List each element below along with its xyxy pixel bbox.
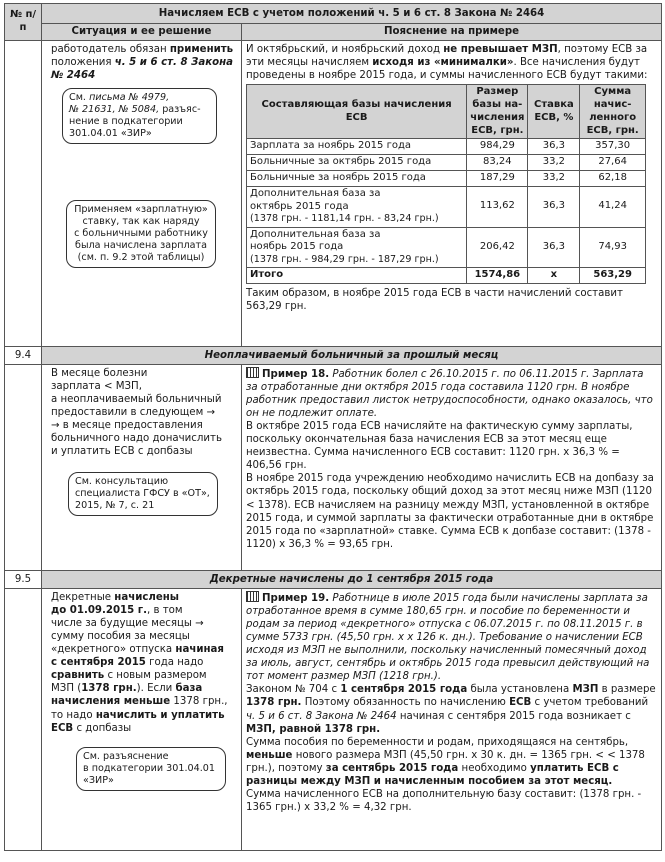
- cell-base: 206,42: [467, 227, 528, 268]
- sit-line: предоставили в следующем →: [51, 407, 216, 419]
- sit-text: ). Если: [136, 683, 173, 695]
- cell-rate: 33,2: [528, 155, 580, 171]
- sit-text: 1378 грн.,: [173, 696, 228, 708]
- example-p3: В ноябре 2015 года учреждению необходимо начислить ЕСВ на допбазу за октябрь 2015 года, поскольку общий доход за этот месяц ниже МЗП (1120 < 1378). ЕСВ начисляем на разницу между МЗП, установленной в октябре 2015 года, и суммой зарплаты за фактически отработанные дни в октябре 2015 года по «зарплатной» ставке. Сумма ЕСВ к допбазе составит: (1378 - 1120) х 36,3 % = 93,65 грн.: [246, 473, 654, 550]
- callout-text: была начислена зарплата: [75, 240, 207, 252]
- ex-text: Сумма пособия по беременности и родам, приходящаяся на сентябрь,: [246, 736, 629, 748]
- row1-conclusion: Таким образом, в ноябре 2015 года ЕСВ в части начислений составит 563,29 грн.: [246, 288, 623, 313]
- row2-num: 9.4: [5, 347, 42, 365]
- sit-line: а неоплачиваемый больничный: [51, 394, 222, 406]
- sit-line: зарплата < МЗП,: [51, 381, 142, 393]
- cell-label: Больничные за ноябрь 2015 года: [247, 170, 467, 186]
- document-page: [0, 3, 665, 862]
- callout-text: 301.04.01 «ЗИР»: [69, 128, 152, 140]
- row3-num-cont: [5, 589, 42, 851]
- row3-title: Декретные начислены до 1 сентября 2015 года: [42, 571, 662, 589]
- row2-explanation: [242, 365, 662, 571]
- callout-text: № 21631, № 5084,: [69, 104, 160, 116]
- intro-text: , поэтому ЕСВ за эти месяцы начисляем: [246, 44, 648, 69]
- row3-situation: [42, 589, 242, 851]
- callout-text: специалиста ГФСУ в «ОТ»,: [75, 488, 210, 500]
- cell-label: Больничные за октябрь 2015 года: [247, 155, 467, 171]
- ex-bold: МЗП, равной 1378 грн.: [246, 723, 381, 735]
- sit-text: , в том: [146, 605, 183, 617]
- row1-sit-text: работодатель обязан: [51, 44, 167, 55]
- th-sum: Сумма начис-ленного ЕСВ, грн.: [580, 85, 646, 139]
- ex-text: была установлена: [470, 684, 570, 696]
- ex-bold: уплатить ЕСВ с разницы между МЗП и начисленным пособием за этот месяц.: [246, 762, 619, 787]
- sit-bold: 1378 грн.: [81, 683, 137, 695]
- ex-bold: ЕСВ: [509, 697, 532, 709]
- pencil-icon: [246, 591, 259, 602]
- pencil-icon: [246, 367, 259, 378]
- row1-situation: [42, 41, 242, 347]
- ex-bold: 1 сентября 2015 года: [340, 684, 468, 696]
- callout-text: См.: [69, 92, 86, 104]
- col-explanation-header: Пояснение на примере: [242, 24, 662, 41]
- cell-sum: 62,18: [580, 170, 646, 186]
- callout-text: «ЗИР»: [83, 774, 114, 786]
- callout-consult: [68, 472, 218, 516]
- cell-label: Зарплата за ноябрь 2015 года: [247, 139, 467, 155]
- callout-letters: [62, 88, 217, 144]
- ex-text: Сумма начисленного ЕСВ на дополнительную базу составит: (1378 грн. - 1365 грн.) х 33,2 % = 4,32 грн.: [246, 788, 642, 813]
- callout-explanation: [76, 747, 226, 791]
- sit-bold: начиная: [175, 644, 224, 656]
- callout-rate: [66, 200, 216, 268]
- cell-calc: (1378 грн. - 984,29 грн. - 187,29 грн.): [250, 254, 439, 266]
- sit-bold: до 01.09.2015 г.: [51, 605, 147, 617]
- sit-text: с допбазы: [76, 722, 132, 734]
- ex-text: с учетом требований: [534, 697, 649, 709]
- sit-text: «декретного» отпуска: [51, 644, 173, 656]
- ex-text: необходимо: [461, 762, 527, 774]
- cell-rate: 33,2: [528, 170, 580, 186]
- col-situation-header: Ситуация и ее решение: [42, 24, 242, 41]
- sit-line: В месяце болезни: [51, 368, 148, 380]
- ex-text: нового размера МЗП (45,50 грн. х 30 к. дн. = 1365 грн. < < 1378 грн.), поэтому: [246, 749, 645, 774]
- th-rate: Ставка ЕСВ, %: [528, 85, 580, 139]
- total-label: Итого: [247, 268, 467, 284]
- sit-bold: начисления меньше: [51, 696, 171, 708]
- cell-sum: 27,64: [580, 155, 646, 171]
- cell-calc: (1378 грн. - 1181,14 грн. - 83,24 грн.): [250, 213, 439, 225]
- ex-bold: МЗП: [572, 684, 599, 696]
- table-row: [247, 227, 646, 268]
- sit-line: больничного надо доначислить: [51, 433, 222, 445]
- ex-text: начиная с сентября 2015 года возникает с: [399, 710, 631, 722]
- ex-bold: 1378 грн.: [246, 697, 302, 709]
- sit-bold: начислить и уплатить: [95, 709, 225, 721]
- row2-title: Неоплачиваемый больничный за прошлый месяц: [42, 347, 662, 365]
- example-title: Пример 19.: [262, 593, 330, 605]
- main-table: [4, 3, 662, 851]
- cell-rate: 36,3: [528, 186, 580, 227]
- main-title: Начисляем ЕСВ с учетом положений ч. 5 и 6 ст. 8 Закона № 2464: [42, 4, 662, 24]
- sit-text: с новым размером: [107, 670, 207, 682]
- table-row: [247, 155, 646, 171]
- intro-text: И октябрьский, и ноябрьский доход: [246, 44, 440, 55]
- total-base: 1574,86: [467, 268, 528, 284]
- table-row: [247, 186, 646, 227]
- ex-text: Поэтому обязанность по начислению: [304, 697, 506, 709]
- sit-text: числе за будущие месяцы →: [51, 618, 204, 630]
- row1-explanation: [242, 41, 662, 347]
- row1-num: [5, 41, 42, 347]
- ex-text: Законом № 704 с: [246, 684, 338, 696]
- sit-text: года надо: [149, 657, 204, 669]
- row1-sit-text2: положения: [51, 57, 112, 69]
- ex-bold: меньше: [246, 749, 293, 761]
- cell-rate: 36,3: [528, 227, 580, 268]
- callout-text: нение в подкатегории: [69, 116, 183, 128]
- sit-line: и уплатить ЕСВ с допбазы: [51, 446, 193, 458]
- cell-label-text: Дополнительная база за октябрь 2015 года: [250, 187, 381, 212]
- ex-bold: за сентябрь 2015 года: [325, 762, 459, 774]
- callout-text: См. консультацию: [75, 476, 169, 488]
- cell-label: [247, 186, 467, 227]
- th-component: Составляющая базы начисления ЕСВ: [247, 85, 467, 139]
- cell-rate: 36,3: [528, 139, 580, 155]
- cell-base: 187,29: [467, 170, 528, 186]
- sit-bold: начислены: [114, 592, 179, 604]
- ex-text: в размере: [601, 684, 656, 696]
- callout-text: См. разъяснение: [83, 750, 169, 762]
- cell-label: [247, 227, 467, 268]
- callout-text: в подкатегории 301.04.01: [83, 762, 215, 774]
- cell-sum: 74,93: [580, 227, 646, 268]
- table-total-row: [247, 268, 646, 284]
- example-p2: В октябре 2015 года ЕСВ начисляйте на фактическую сумму зарплаты, поскольку окончательная база начисления ЕСВ за этот месяц еще неизвестна. Сумма начисленного ЕСВ составит: 1120 грн. х 36,3 % = 406,56 грн.: [246, 421, 633, 472]
- total-sum: 563,29: [580, 268, 646, 284]
- intro-bold: исходя из «минималки»: [372, 57, 514, 69]
- row3-num: 9.5: [5, 571, 42, 589]
- sit-line: → в месяце предоставления: [51, 420, 203, 432]
- callout-text: ставку, так как наряду: [82, 216, 200, 228]
- esv-table: [246, 84, 646, 284]
- sit-text: Декретные: [51, 592, 112, 604]
- row2-situation: [42, 365, 242, 571]
- example-title: Пример 18.: [262, 369, 330, 381]
- table-row: [247, 139, 646, 155]
- callout-text: с больничными работнику: [74, 228, 208, 240]
- th-base: Размер базы на-числения ЕСВ, грн.: [467, 85, 528, 139]
- callout-text: Применяем «зарплатную»: [74, 204, 208, 216]
- sit-bold: ЕСВ: [51, 722, 74, 734]
- sit-text: МЗП (: [51, 683, 82, 695]
- sit-bold: база: [175, 683, 203, 695]
- example-condition: Работник болел с 26.10.2015 г. по 06.11.2015 г. Зарплата за отработанные дни октября 2015 года составила 1120 грн. В ноябре работник предоставил листок нетрудоспособности, однако оказалось, что он не подлежит оплате.: [246, 369, 653, 420]
- sit-text: сумму пособия за месяцы: [51, 631, 190, 643]
- sit-bold: сравнить: [51, 670, 105, 682]
- cell-label-text: Дополнительная база за ноябрь 2015 года: [250, 228, 381, 253]
- num-header: № п/п: [5, 4, 42, 41]
- row1-sit-law: ч. 5 и 6 ст. 8 Закона № 2464: [51, 57, 234, 82]
- sit-bold: с сентября 2015: [51, 657, 146, 669]
- intro-text: . Все начисления будут проведены в ноябре 2015 года, и суммы начисленного ЕСВ будут такими:: [246, 57, 648, 82]
- callout-text: 2015, № 7, с. 21: [75, 500, 155, 512]
- cell-sum: 41,24: [580, 186, 646, 227]
- row3-explanation: [242, 589, 662, 851]
- row2-num-cont: [5, 365, 42, 571]
- cell-sum: 357,30: [580, 139, 646, 155]
- callout-text: (см. п. 9.2 этой таблицы): [77, 252, 205, 264]
- cell-base: 83,24: [467, 155, 528, 171]
- total-rate: x: [528, 268, 580, 284]
- example-condition: Работнице в июле 2015 года были начислены зарплата за отработанное время в сумме 180,65 грн. и пособие по беременности и родам за период «декретного» отпуска с 06.07.2015 г. по 08.11.2015 г. в сумме 5733 грн. (45,50 грн. х х 126 к. дн.). Требование о начислении ЕСВ исходя из МЗП не выполнили, поскольку начисленный помесячный доход за июль, август, сентябрь и октябрь 2015 года превысил действующий на тот момент размер МЗП (1218 грн.).: [246, 593, 650, 683]
- cell-base: 984,29: [467, 139, 528, 155]
- table-row: [247, 170, 646, 186]
- callout-text: разъяс-: [162, 104, 201, 116]
- cell-base: 113,62: [467, 186, 528, 227]
- callout-text: письма № 4979,: [89, 92, 170, 104]
- intro-bold: не превышает МЗП: [443, 44, 558, 55]
- ex-law: ч. 5 и 6 ст. 8 Закона № 2464: [246, 710, 397, 722]
- sit-text: то надо: [51, 709, 93, 721]
- row1-sit-bold: применить: [169, 44, 234, 55]
